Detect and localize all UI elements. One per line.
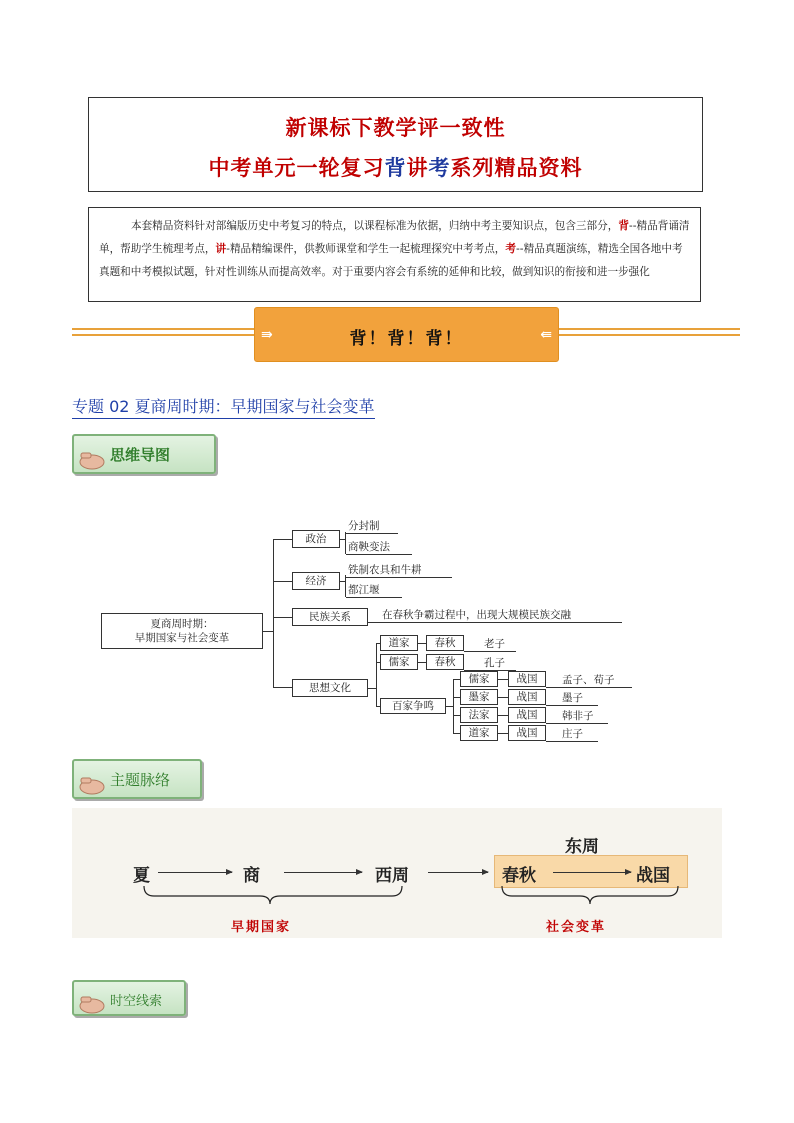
connector bbox=[368, 688, 376, 689]
connector bbox=[453, 733, 460, 734]
title-line-1: 新课标下教学评一致性 bbox=[285, 115, 506, 140]
node-culture: 思想文化 bbox=[292, 679, 368, 697]
node-period: 战国 bbox=[508, 671, 546, 687]
node-period: 战国 bbox=[508, 707, 546, 723]
connector bbox=[263, 631, 273, 632]
title-part-kao: 考 bbox=[428, 155, 451, 180]
leaf-shangyang: 商鞅变法 bbox=[346, 540, 412, 555]
hand-pointer-icon bbox=[78, 450, 106, 470]
label-social-change: 社会变革 bbox=[546, 920, 607, 935]
intro-text: --精品真题演练，精选全国各地中考真题和中考模拟试题，针对性训练从而提高效率。对于重要内容会有系统的延伸和比较，做到知识的衔接和进一步强化 bbox=[99, 243, 683, 278]
connector bbox=[418, 643, 426, 644]
tag-mindmap-label: 思维导图 bbox=[110, 446, 171, 464]
double-arrow-left-icon: ⇚ bbox=[540, 327, 552, 343]
root-line-1: 夏商周时期： bbox=[150, 618, 214, 630]
connector bbox=[273, 539, 274, 687]
hand-pointer-icon bbox=[78, 994, 106, 1014]
timeline-xia: 夏 bbox=[133, 866, 150, 886]
node-period: 战国 bbox=[508, 725, 546, 741]
leaf-person: 孔子 bbox=[464, 656, 516, 671]
timeline-arrow bbox=[158, 872, 232, 873]
node-politics: 政治 bbox=[292, 530, 340, 548]
mindmap-root bbox=[101, 613, 263, 649]
leaf-person: 老子 bbox=[464, 637, 516, 652]
title-part-end: 系列精品资料 bbox=[450, 155, 583, 180]
banner-text: 背！背！背！ bbox=[349, 329, 464, 349]
connector bbox=[498, 679, 508, 680]
node-school: 儒家 bbox=[380, 654, 418, 670]
connector bbox=[446, 706, 453, 707]
tag-theme bbox=[72, 759, 202, 799]
tag-spacetime-label: 时空线索 bbox=[110, 994, 163, 1009]
timeline-zhanguo: 战国 bbox=[636, 866, 670, 886]
tag-spacetime bbox=[72, 980, 186, 1016]
connector bbox=[498, 733, 508, 734]
tag-theme-label: 主题脉络 bbox=[110, 771, 171, 789]
section-banner bbox=[254, 307, 559, 362]
title-box bbox=[88, 97, 703, 192]
connector bbox=[273, 539, 292, 540]
timeline-arrow bbox=[553, 872, 631, 873]
node-period: 春秋 bbox=[426, 654, 464, 670]
connector bbox=[273, 687, 292, 688]
leaf-person: 孟子、荀子 bbox=[546, 673, 632, 688]
root-line-2: 早期国家与社会变革 bbox=[134, 632, 230, 644]
connector bbox=[273, 617, 292, 618]
label-early-state: 早期国家 bbox=[231, 920, 292, 935]
node-ethnic: 民族关系 bbox=[292, 608, 368, 626]
timeline-shang: 商 bbox=[243, 866, 260, 886]
leaf-person: 庄子 bbox=[546, 727, 598, 742]
leaf-ethnic: 在春秋争霸过程中，出现大规模民族交融 bbox=[368, 608, 622, 623]
intro-key-kao: 考 bbox=[505, 243, 516, 255]
connector bbox=[498, 697, 508, 698]
timeline-dongzhou: 东周 bbox=[565, 837, 599, 857]
connector bbox=[453, 679, 454, 733]
timeline-xizhou: 西周 bbox=[375, 866, 409, 886]
connector bbox=[453, 715, 460, 716]
intro-text: 本套精品资料针对部编版历史中考复习的特点，以课程标准为依据，归纳中考主要知识点，包含三部分， bbox=[131, 220, 619, 232]
connector bbox=[453, 679, 460, 680]
hand-pointer-icon bbox=[78, 775, 106, 795]
leaf-person: 墨子 bbox=[546, 691, 598, 706]
intro-text: --精品背诵清单，帮助学生梳理考点， bbox=[99, 220, 690, 255]
intro-key-bei: 背 bbox=[618, 220, 629, 232]
title-part-bei: 背 bbox=[384, 155, 407, 180]
timeline-arrow bbox=[284, 872, 362, 873]
title-part: 中考单元一轮复习 bbox=[208, 155, 385, 180]
node-period: 春秋 bbox=[426, 635, 464, 651]
title-line-2 bbox=[89, 152, 702, 182]
timeline-chunqiu: 春秋 bbox=[502, 866, 536, 886]
leaf-person: 韩非子 bbox=[546, 709, 608, 724]
connector bbox=[418, 662, 426, 663]
tag-mindmap bbox=[72, 434, 216, 474]
intro-text: -精品精编课件，供教师课堂和学生一起梳理探究中考考点， bbox=[226, 243, 506, 255]
leaf-fenfeng: 分封制 bbox=[346, 519, 398, 534]
node-economy: 经济 bbox=[292, 572, 340, 590]
timeline-arrow bbox=[428, 872, 488, 873]
topic-title: 专题 02 夏商周时期：早期国家与社会变革 bbox=[72, 394, 375, 419]
node-school: 儒家 bbox=[460, 671, 498, 687]
double-arrow-right-icon: ⇛ bbox=[261, 327, 273, 343]
node-hundred-schools: 百家争鸣 bbox=[380, 698, 446, 714]
leaf-dujiangyan: 都江堰 bbox=[346, 583, 402, 598]
connector bbox=[453, 697, 460, 698]
intro-key-jiang: 讲 bbox=[215, 243, 227, 255]
node-school: 道家 bbox=[380, 635, 418, 651]
connector bbox=[498, 715, 508, 716]
connector bbox=[376, 643, 377, 706]
node-school: 法家 bbox=[460, 707, 498, 723]
node-period: 战国 bbox=[508, 689, 546, 705]
node-school: 墨家 bbox=[460, 689, 498, 705]
node-school: 道家 bbox=[460, 725, 498, 741]
leaf-iron-tools: 铁制农具和牛耕 bbox=[346, 563, 452, 578]
connector bbox=[273, 581, 292, 582]
intro-box bbox=[88, 207, 701, 302]
title-part-jiang: 讲 bbox=[406, 155, 429, 180]
